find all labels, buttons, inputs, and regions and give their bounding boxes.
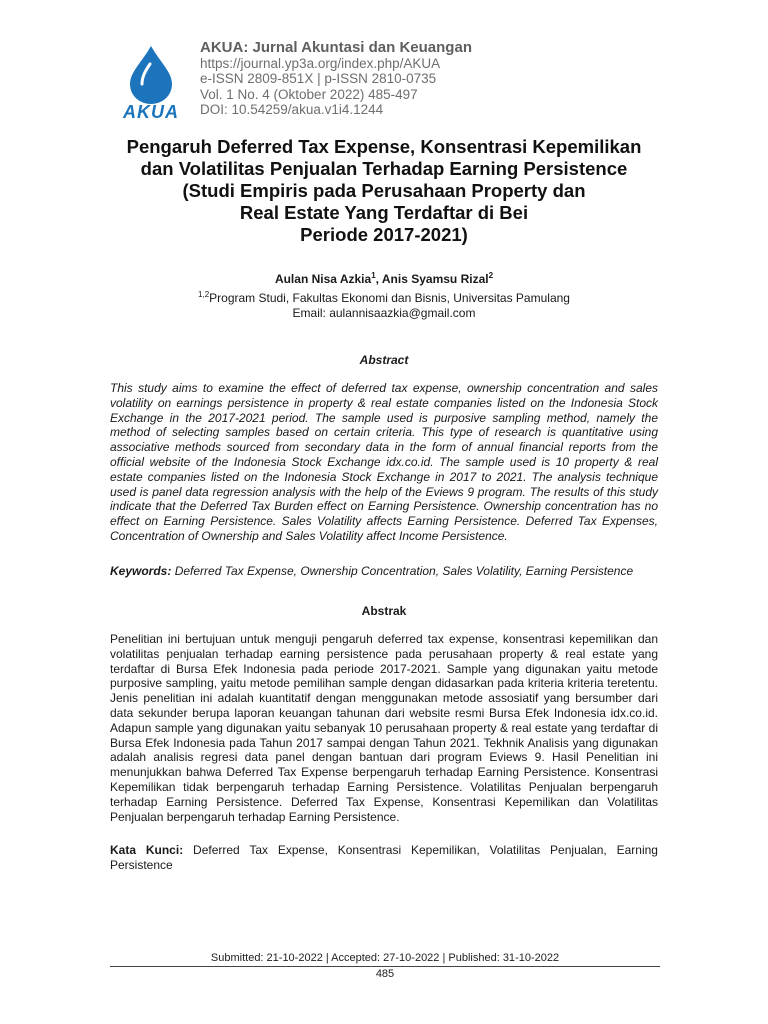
keywords — [110, 564, 658, 579]
journal-doi[interactable]: DOI: 10.54259/akua.v1i4.1244 — [200, 102, 384, 117]
title-line: dan Volatilitas Penjualan Terhadap Earning Persistence — [140, 158, 628, 179]
journal-info — [200, 40, 472, 118]
water-drop-icon — [112, 44, 190, 104]
kata-kunci-label: Kata Kunci: — [110, 843, 184, 857]
submission-dates: Submitted: 21-10-2022 | Accepted: 27-10-2022 | Published: 31-10-2022 — [210, 952, 560, 964]
author-separator: , — [375, 272, 382, 286]
author-superscript: 1 — [371, 271, 376, 280]
affiliation — [64, 287, 704, 306]
title-line: Periode 2017-2021) — [300, 224, 468, 245]
page-number: 485 — [375, 968, 395, 980]
keywords-text: Deferred Tax Expense, Ownership Concentration, Sales Volatility, Earning Persistence — [171, 564, 634, 578]
author-block — [64, 268, 704, 321]
footer-divider — [110, 966, 660, 967]
author-superscript: 2 — [488, 271, 494, 280]
journal-header — [112, 40, 672, 124]
journal-url[interactable]: https://journal.yp3a.org/index.php/AKUA — [200, 55, 441, 71]
author-name: Aulan Nisa Azkia — [274, 272, 372, 286]
author-email[interactable]: Email: aulannisaazkia@gmail.com — [292, 306, 476, 320]
journal-issn: e-ISSN 2809-851X | p-ISSN 2810-0735 — [200, 71, 437, 86]
abstrak-heading: Abstrak — [361, 604, 407, 618]
journal-logo — [112, 44, 190, 122]
author-name: Anis Syamsu Rizal — [381, 272, 489, 286]
logo-wordmark: AKUA — [123, 102, 179, 122]
title-line: Real Estate Yang Terdaftar di Bei — [239, 202, 529, 223]
author-names — [64, 268, 704, 287]
affiliation-superscript: 1,2 — [198, 290, 210, 299]
kata-kunci — [110, 843, 658, 873]
journal-name: AKUA: Jurnal Akuntasi dan Keuangan — [200, 39, 472, 56]
title-line: (Studi Empiris pada Perusahaan Property dan — [182, 180, 586, 201]
kata-kunci-text: Deferred Tax Expense, Konsentrasi Kepemilikan, Volatilitas Penjualan, Earning Persistence — [110, 843, 658, 872]
abstract-heading: Abstract — [359, 353, 409, 367]
keywords-label: Keywords: — [110, 564, 172, 578]
affiliation-text: Program Studi, Fakultas Ekonomi dan Bisnis, Universitas Pamulang — [209, 291, 570, 305]
journal-volume: Vol. 1 No. 4 (Oktober 2022) 485-497 — [200, 86, 418, 102]
abstract-text: This study aims to examine the effect of deferred tax expense, ownership concentration and sales volatility on earnings persistence in property & real estate companies listed on the Indonesia Stock Exchange in the 2017-2021 period. The sample used is purposive sampling method, namely the method of selecting samples based on certain criteria. This type of research is quantitative using associative methods sourced from secondary data in the form of annual financial reports from the official website of the Indonesia Stock Exchange idx.co.id. The sample used is 10 property & real estate companies listed on the Indonesia Stock Exchange in 2017 to 2021. The analysis technique used is panel data regression analysis with the help of the Eviews 9 program. The results of this study indicate that the Deferred Tax Burden effect on Earning Persistence. Ownership concentration has no effect on Earning Persistence. Sales Volatility affects Earning Persistence. Deferred Tax Expenses, Concentration of Ownership and Sales Volatility affect Income Persistence. — [110, 381, 658, 543]
title-line: Pengaruh Deferred Tax Expense, Konsentrasi Kepemilikan — [126, 136, 642, 157]
paper-title — [64, 136, 704, 246]
abstrak-text: Penelitian ini bertujuan untuk menguji pengaruh deferred tax expense, konsentrasi kepemilikan dan volatilitas penjualan terhadap earning persistence pada perusahaan property & real estate yang terdaftar di Bursa Efek Indonesia pada periode 2017-2021. Sample yang digunakan yaitu metode purposive sampling, yaitu metode pemilihan sample dengan didasarkan pada kriteria kriteria teretentu. Jenis penelitian ini adalah kuantitatif dengan menggunakan metode assosiatif yang bersumber dari data sekunder berupa laporan keuangan tahunan dari website resmi Bursa Efek Indonesia idx.co.id. Adapun sample yang digunakan yaitu sebanyak 10 perusahaan property & real estate yang terdaftar di Bursa Efek Indonesia pada Tahun 2017 sampai dengan Tahun 2021. Tekhnik Analisis yang digunakan adalah analisis regresi data panel dengan bantuan dari program Eviews 9. Hasil Penelitian ini menunjukkan bahwa Deferred Tax Expense berpengaruh terhadap Earning Persistence. Konsentrasi Kepemilikan tidak berpengaruh terhadap Earning Persistence. Volatilitas Penjualan berpengaruh terhadap Earning Persistence. Deferred Tax Expense, Konsentrasi Kepemilikan dan Volatilitas Penjualan berpengaruh terhadap Earning Persistence. — [110, 632, 658, 824]
